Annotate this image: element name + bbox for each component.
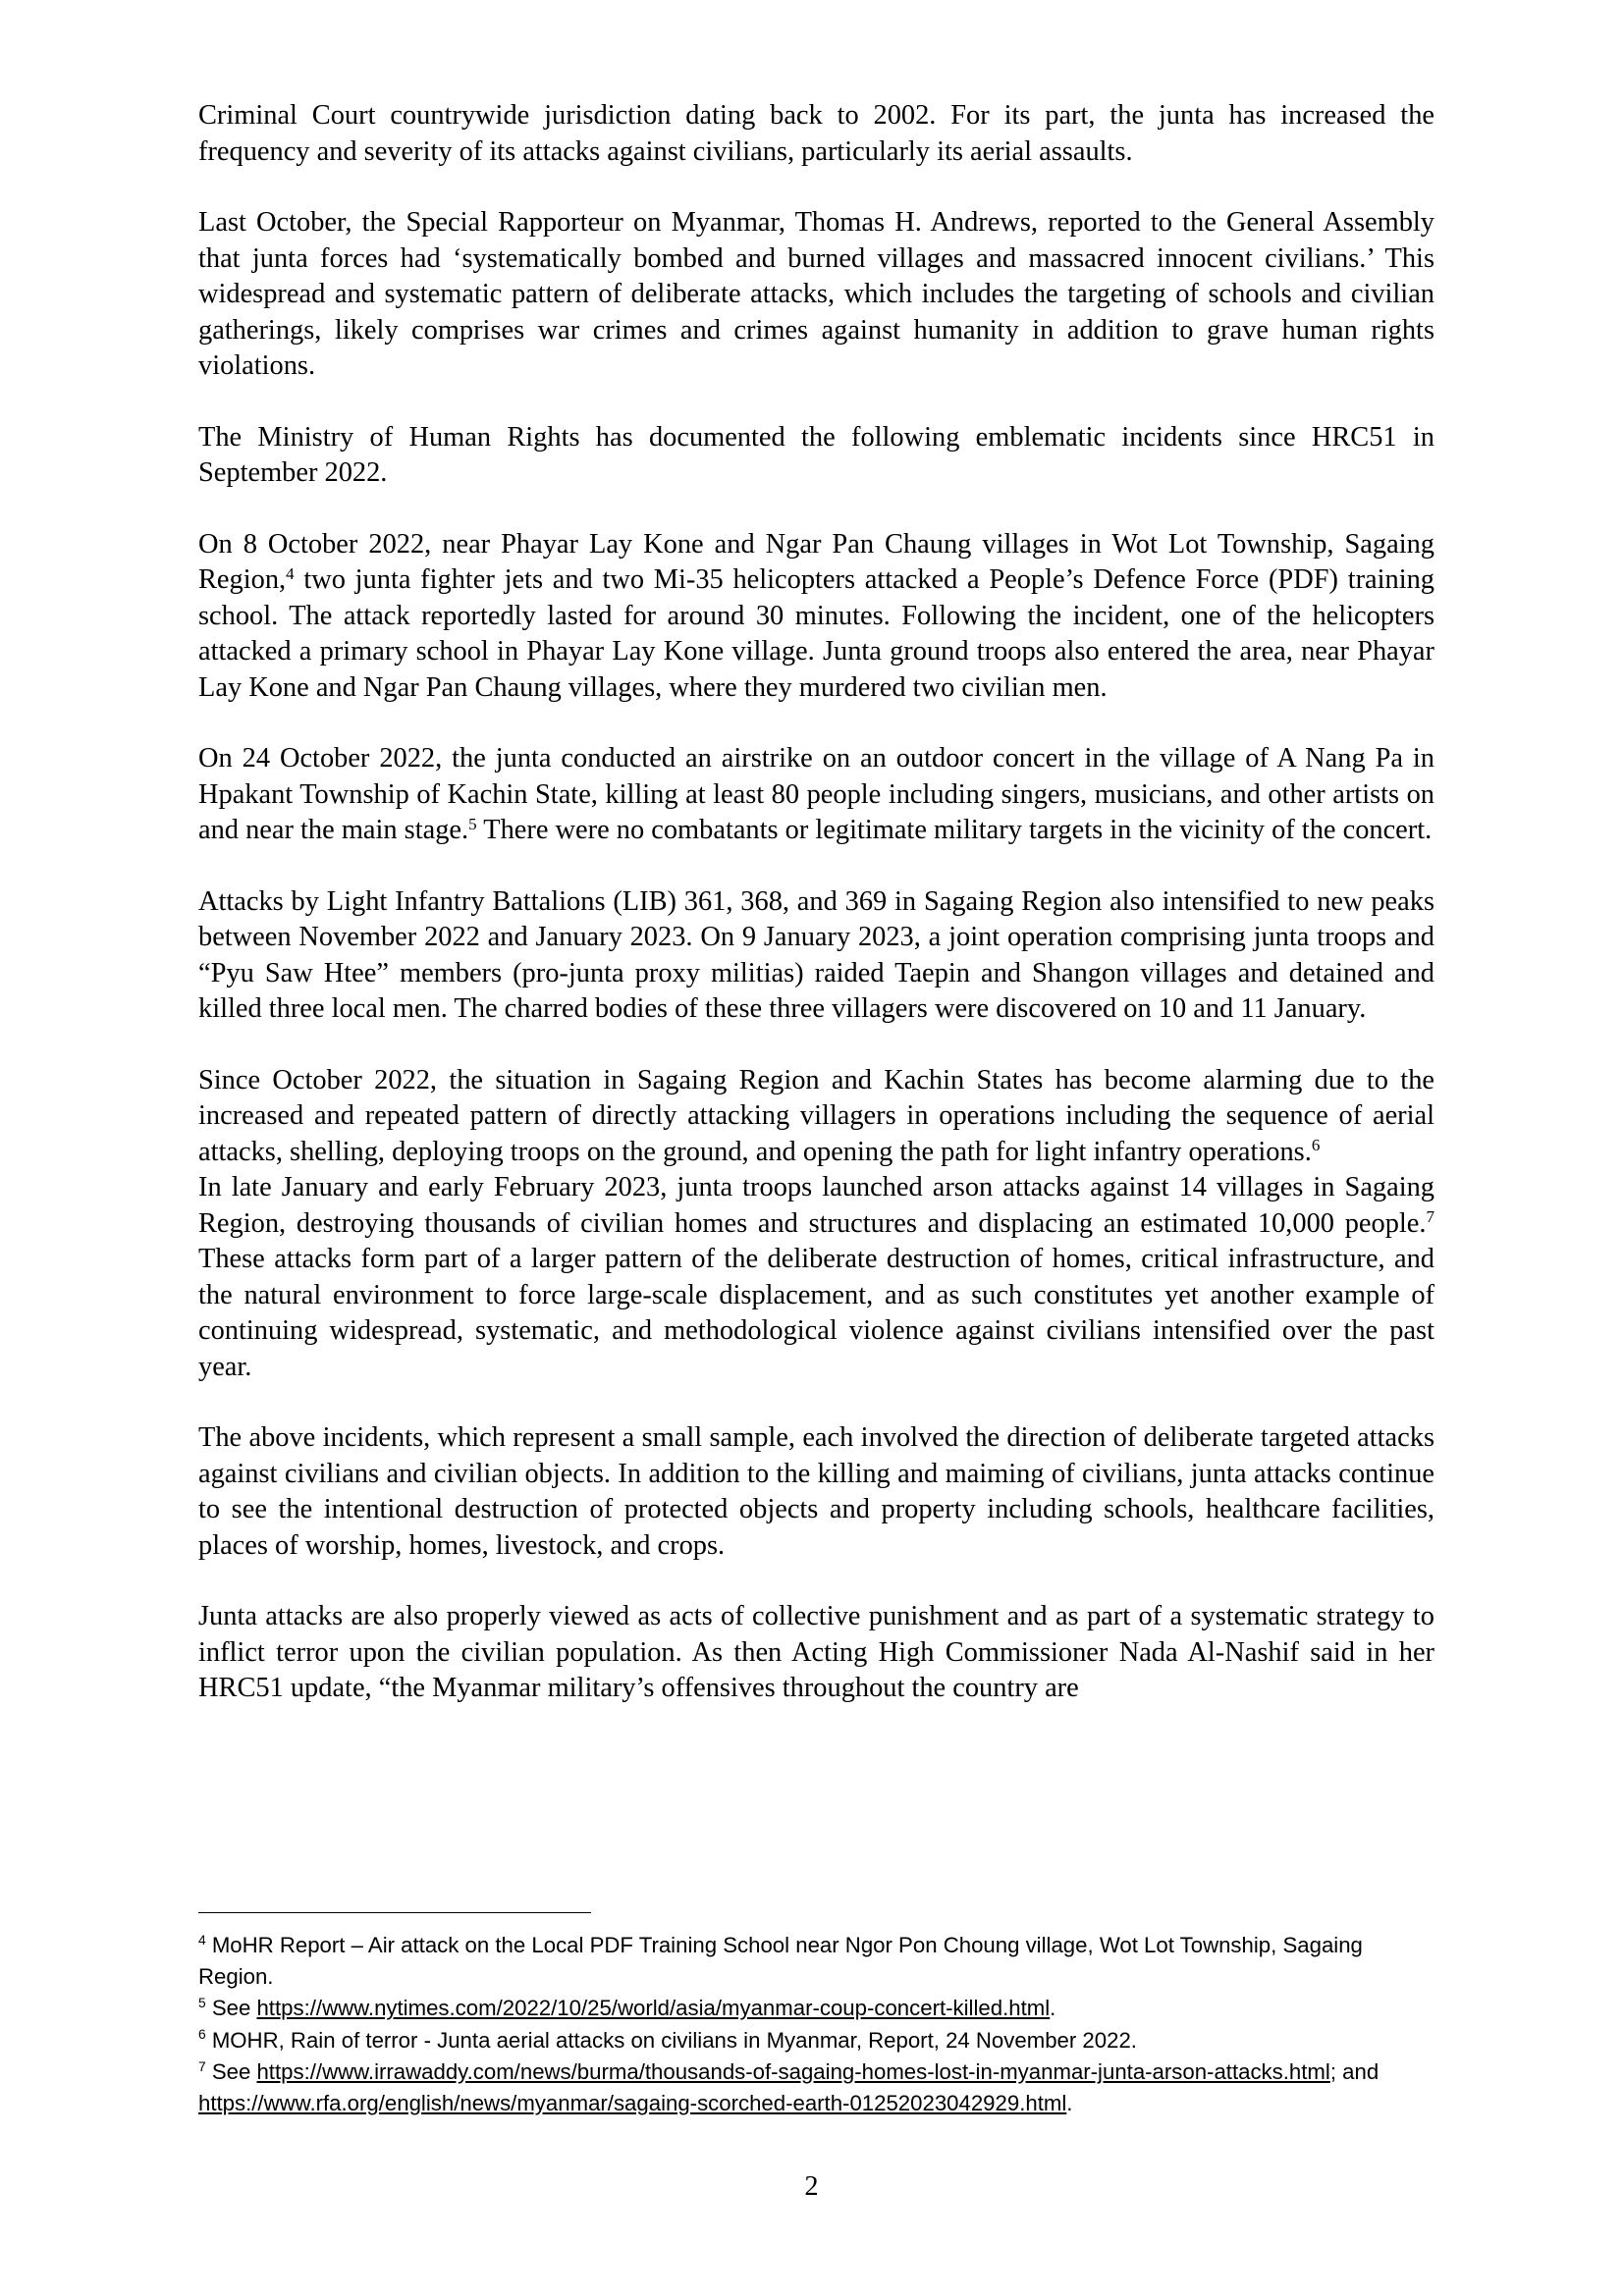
footnote-number: 7 [198, 2058, 206, 2074]
paragraph: The above incidents, which represent a small sample, each involved the direction of deliberate targeted attacks against civilians and civilian objects. In addition to the killing and maiming of civilians, junta attacks continue to see the intentional destruction of protected objects and property including schools, healthcare facilities, places of worship, homes, livestock, and crops. [198, 1422, 1434, 1561]
footnote-link[interactable]: https://www.irrawaddy.com/news/burma/thousands-of-sagaing-homes-lost-in-myanmar-junta-arson-attacks.html [256, 2058, 1330, 2084]
footnote-link[interactable]: https://www.rfa.org/english/news/myanmar/sagaing-scorched-earth-01252023042929.html [198, 2091, 1067, 2116]
footnote-reference[interactable]: 6 [1311, 1136, 1321, 1155]
paragraph: On 8 October 2022, near Phayar Lay Kone and Ngar Pan Chaung villages in Wot Lot Township, Sagaing Region,$^4$ two junta fighter jets and two Mi-35 helicopters attacked a People’s Defence Force (PDF) training school. The attack reportedly lasted for around 30 minutes. Following the incident, one of the helicopters attacked a primary school in Phayar Lay Kone village. Junta ground troops also entered the area, near Phayar Lay Kone and Ngar Pan Chaung villages, where they murdered two civilian men. [198, 528, 1434, 703]
paragraph: In late January and early February 2023, junta troops launched arson attacks against 14 villages in Sagaing Region, destroying thousands of civilian homes and structures and displacing an estimated 10,000 people.$^7$ These attacks form part of a larger pattern of the deliberate destruction of homes, critical infrastructure, and the natural environment to force large-scale displacement, and as such constitutes yet another example of continuing widespread, systematic, and methodological violence against civilians intensified over the past year. [198, 1172, 1434, 1382]
footnote-reference[interactable]: 5 [468, 814, 477, 833]
paragraph: Since October 2022, the situation in Sagaing Region and Kachin States has become alarming due to the increased and repeated pattern of directly attacking villagers in operations including the sequence of aerial attacks, shelling, deploying troops on the ground, and opening the path for light infantry operations.$^6$ [198, 1064, 1434, 1167]
footnote-separator [198, 1912, 591, 1913]
paragraph: Criminal Court countrywide jurisdiction dating back to 2002. For its part, the junta has increased the frequency and severity of its attacks against civilians, particularly its aerial assaults. [198, 100, 1434, 167]
paragraph: The Ministry of Human Rights has documented the following emblematic incidents since HRC51 in September 2022. [198, 421, 1434, 488]
paragraph: Junta attacks are also properly viewed as acts of collective punishment and as part of a systematic strategy to inflict terror upon the civilian population. As then Acting High Commissioner Nada Al-Nashif said in her HRC51 update, “the Myanmar military’s offensives throughout the country are [198, 1601, 1434, 1703]
footnote-link[interactable]: https://www.nytimes.com/2022/10/25/world/asia/myanmar-coup-concert-killed.html [256, 1996, 1051, 2021]
paragraph: On 24 October 2022, the junta conducted an airstrike on an outdoor concert in the village of A Nang Pa in Hpakant Township of Kachin State, killing at least 80 people including singers, musicians, and other artists on and near the main stage.$^5$ There were no combatants or legitimate military targets in the vicinity of the concert. [198, 743, 1434, 845]
footnote-number: 6 [198, 2027, 206, 2043]
footnote-reference[interactable]: 4 [286, 563, 295, 583]
footnote-reference[interactable]: 7 [1426, 1207, 1434, 1227]
footnotes [198, 1930, 1434, 2119]
body-text [198, 98, 1434, 1742]
footnote: $^6$ MOHR, Rain of terror - Junta aerial attacks on civilians in Myanmar, Report, 24 November 2022. [198, 2027, 1137, 2053]
footnote: $^5$ See https://www.nytimes.com/2022/10/25/world/asia/myanmar-coup-concert-killed.html. [198, 1996, 1056, 2021]
footnote-number: 4 [198, 1932, 206, 1948]
page-number: 2 [804, 2171, 819, 2202]
footnote: $^4$ MoHR Report – Air attack on the Local PDF Training School near Ngor Pon Choung village, Wot Lot Township, Sagaing Region. [198, 1932, 1363, 1990]
footnote: $^7$ See https://www.irrawaddy.com/news/burma/thousands-of-sagaing-homes-lost-in-myanmar-junta-arson-attacks.html; and https://www.rfa.org/english/news/myanmar/sagaing-scorched-earth-01252023042929.html. [198, 2058, 1380, 2116]
paragraph: Last October, the Special Rapporteur on Myanmar, Thomas H. Andrews, reported to the General Assembly that junta forces had ‘systematically bombed and burned villages and massacred innocent civilians.’ This widespread and systematic pattern of deliberate attacks, which includes the targeting of schools and civilian gatherings, likely comprises war crimes and crimes against humanity in addition to grave human rights violations. [198, 207, 1434, 381]
footnote-number: 5 [198, 1996, 206, 2011]
paragraph: Attacks by Light Infantry Battalions (LIB) 361, 368, and 369 in Sagaing Region also intensified to new peaks between November 2022 and January 2023. On 9 January 2023, a joint operation comprising junta troops and “Pyu Saw Htee” members (pro-junta proxy militias) raided Taepin and Shangon villages and detained and killed three local men. The charred bodies of these three villagers were discovered on 10 and 11 January. [198, 885, 1434, 1024]
